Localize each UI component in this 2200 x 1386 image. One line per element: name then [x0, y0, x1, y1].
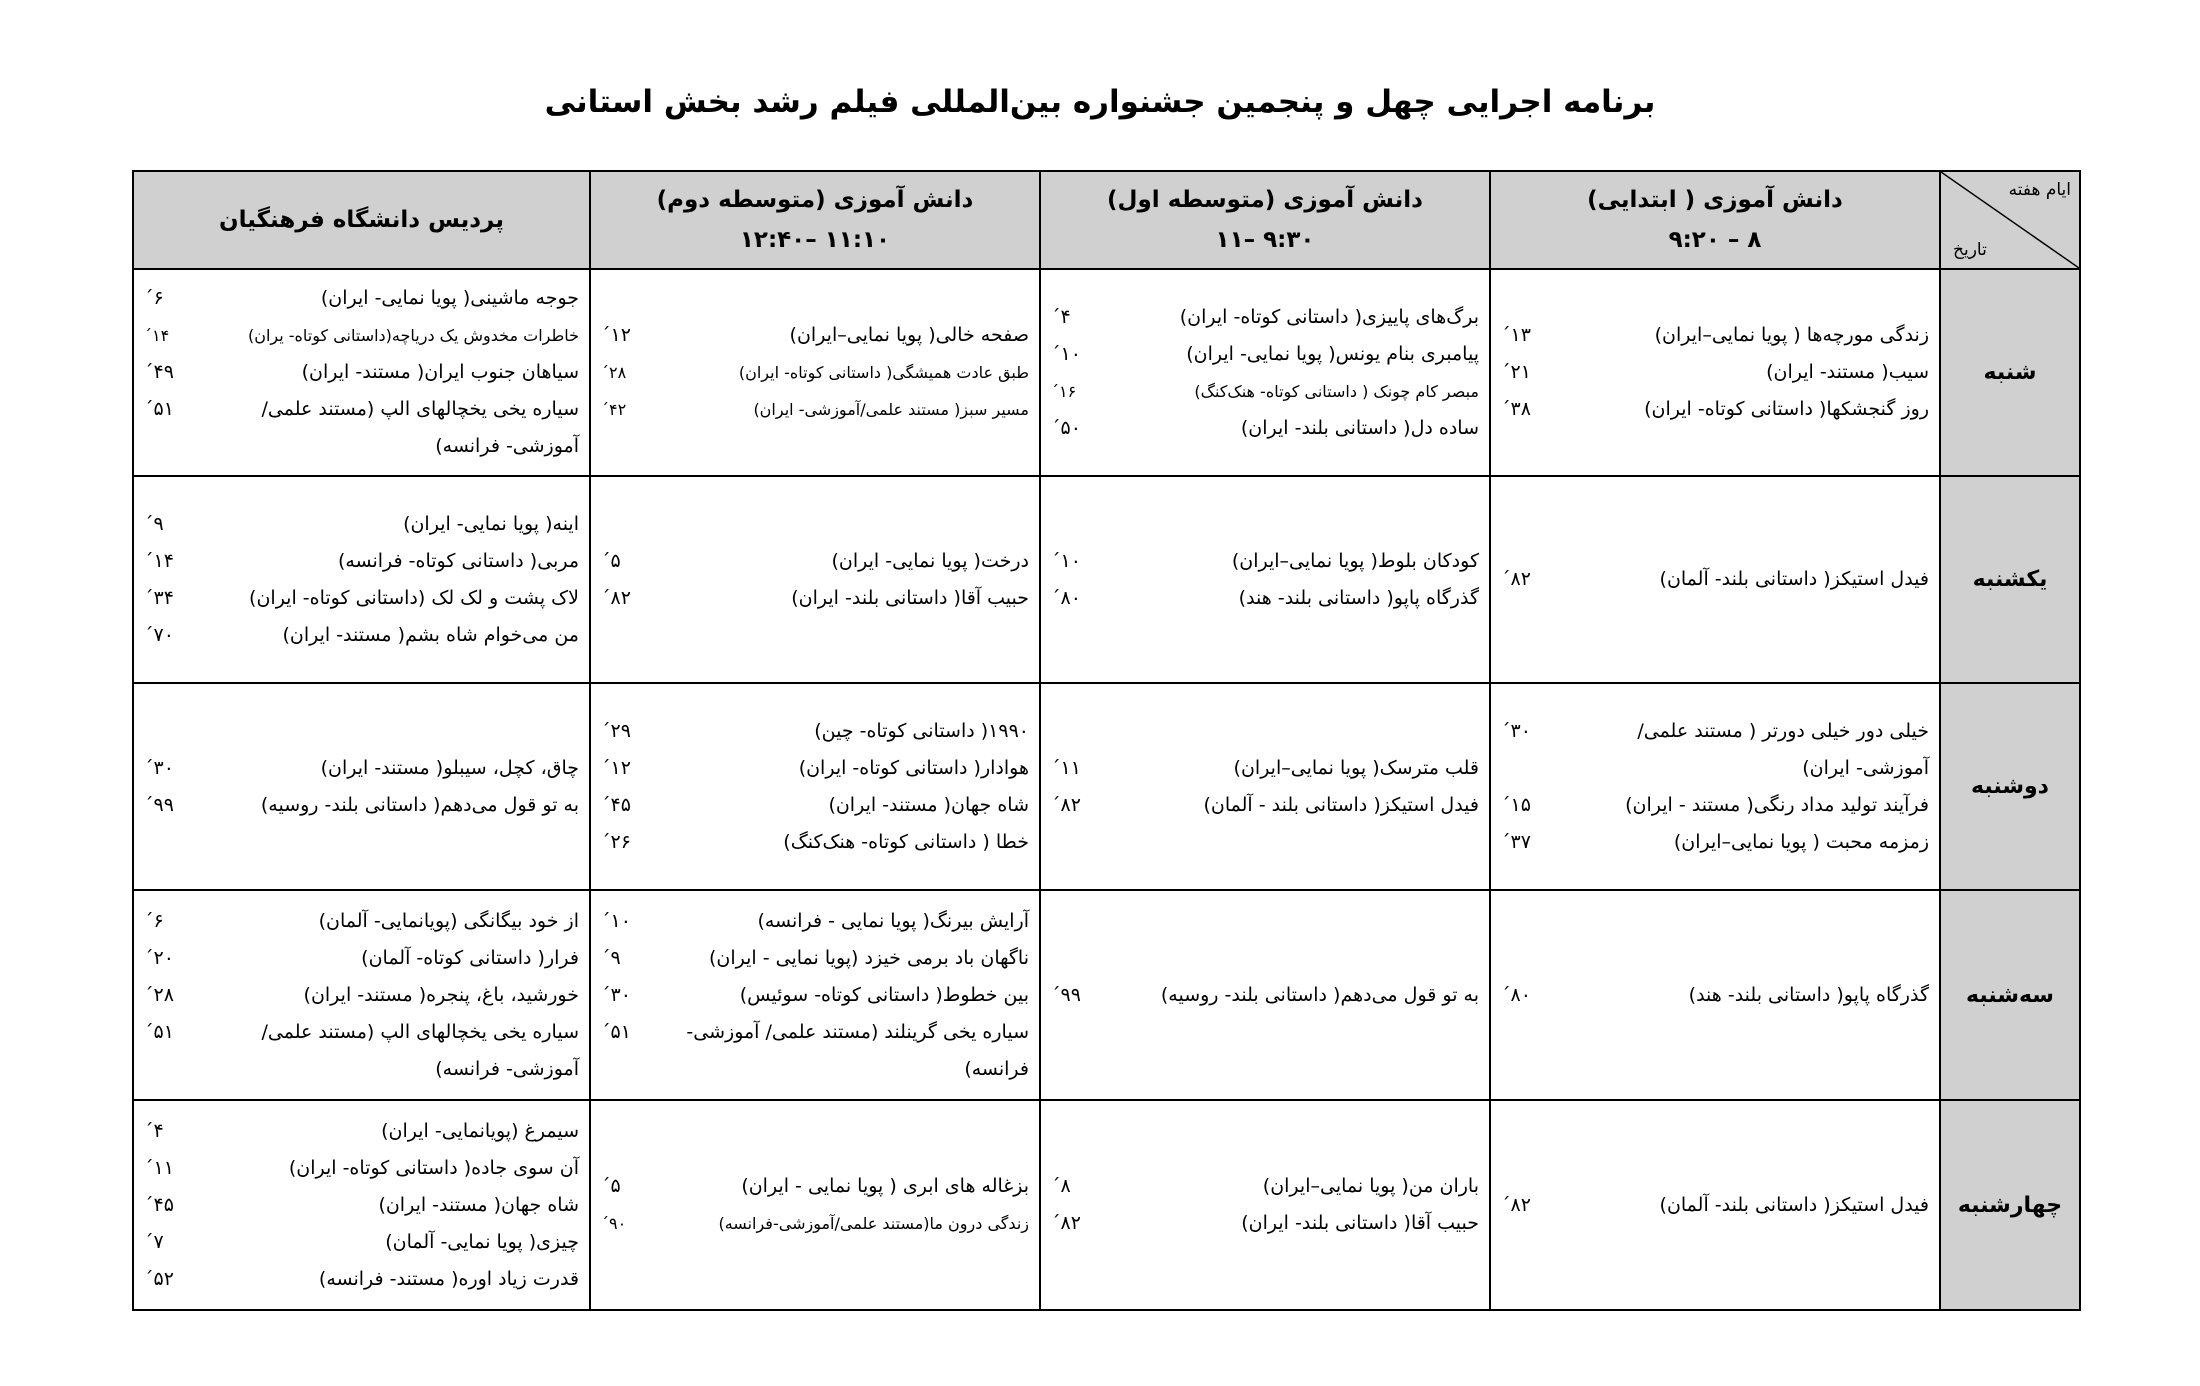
film-entry [144, 506, 579, 543]
film-duration: ۵۲´ [144, 1267, 174, 1290]
film-title: کودکان بلوط( پویا نمایی–ایران) [1231, 549, 1479, 572]
film-title: زمزمه محبت ( پویا نمایی–ایران) [1673, 830, 1929, 853]
film-title: فرآیند تولید مداد رنگی( مستند - ایران) [1625, 793, 1929, 816]
film-title: قلب مترسک( پویا نمایی–ایران) [1233, 756, 1479, 779]
film-title: بزغاله های ابری ( پویا نمایی - ایران) [741, 1175, 1029, 1197]
film-entry [601, 713, 1029, 750]
film-duration: ۹´ [601, 946, 621, 969]
film-title: حبیب آقا( داستانی بلند- ایران) [1241, 1212, 1479, 1234]
film-duration: ۸۲´ [601, 586, 631, 609]
film-title: آرایش بیرنگ( پویا نمایی - فرانسه) [757, 909, 1029, 932]
cell-farhangian-campus [133, 269, 590, 476]
film-entry [1501, 391, 1929, 428]
film-entry [144, 1261, 579, 1298]
film-duration: ۲۹´ [601, 719, 631, 742]
column-header-upper-secondary [590, 171, 1040, 269]
film-duration: ۵۱´ [144, 398, 174, 420]
film-title: چیزی( پویا نمایی- آلمان) [385, 1230, 579, 1253]
film-duration: ۵´ [601, 1175, 621, 1197]
film-title: فیدل استیکز( داستانی بلند- آلمان) [1659, 1193, 1929, 1216]
cell-elementary [1490, 476, 1940, 683]
film-entry [144, 903, 579, 940]
film-title: برگ‌های پاییزی( داستانی کوتاه- ایران) [1179, 305, 1479, 328]
film-entry [1051, 299, 1479, 336]
film-entry [1501, 1187, 1929, 1224]
film-title: از خود بیگانگی (پویانمایی- آلمان) [318, 909, 579, 932]
corner-date-label: تاریخ [1953, 240, 1987, 260]
film-duration: ۱۵´ [1501, 793, 1531, 816]
film-entry [601, 940, 1029, 977]
film-entry [1051, 373, 1479, 410]
column-title: دانش آموزی (متوسطه اول) [1107, 187, 1423, 213]
film-entry [1501, 713, 1929, 787]
film-duration: ۱۴´ [144, 549, 174, 572]
film-title: ۱۹۹۰( داستانی کوتاه- چین) [814, 719, 1029, 742]
film-duration: ۴۵´ [601, 793, 631, 816]
film-title: چاق، کچل، سیبلو( مستند- ایران) [320, 756, 579, 779]
film-title: باران من( پویا نمایی–ایران) [1262, 1175, 1479, 1197]
film-duration: ۴´ [144, 1119, 164, 1142]
film-duration: ۳۰´ [601, 983, 631, 1006]
film-title: من می‌خوام شاه بشم( مستند- ایران) [282, 623, 579, 646]
film-duration: ۵۱´ [144, 1020, 174, 1043]
film-title: آن سوی جاده( داستانی کوتاه- ایران) [288, 1156, 579, 1179]
film-duration: ۱۳´ [1501, 324, 1531, 346]
film-entry [601, 750, 1029, 787]
cell-elementary [1490, 890, 1940, 1100]
film-entry [144, 280, 579, 317]
film-entry [601, 1014, 1029, 1088]
column-time: ۱۱:۱۰ –۱۲:۴۰ [739, 227, 891, 253]
film-duration: ۱۱´ [1051, 756, 1081, 779]
cell-upper-secondary [590, 476, 1040, 683]
film-duration: ۹´ [144, 512, 164, 535]
film-entry [601, 580, 1029, 617]
film-duration: ۱۰´ [1051, 342, 1081, 365]
cell-lower-secondary [1040, 1100, 1490, 1310]
schedule-row [133, 269, 2080, 476]
film-entry [601, 1205, 1029, 1242]
schedule-body [133, 269, 2080, 1310]
film-duration: ۱۲´ [601, 756, 631, 779]
film-title: گذرگاه پاپو( داستانی بلند- هند) [1688, 983, 1929, 1006]
header-row [133, 171, 2080, 269]
film-entry [144, 391, 579, 465]
film-entry [601, 1168, 1029, 1205]
film-entry [1501, 787, 1929, 824]
cell-lower-secondary [1040, 269, 1490, 476]
film-entry [601, 977, 1029, 1014]
film-title: جوجه ماشینی( پویا نمایی- ایران) [320, 287, 579, 309]
film-title: به تو قول می‌دهم( داستانی بلند- روسیه) [260, 793, 579, 816]
film-entry [1051, 1168, 1479, 1205]
film-entry [1051, 410, 1479, 447]
film-entry [144, 1150, 579, 1187]
film-entry [601, 543, 1029, 580]
schedule-row [133, 890, 2080, 1100]
column-title: پردیس دانشگاه فرهنگیان [219, 207, 504, 233]
film-duration: ۸۰´ [1051, 586, 1081, 609]
film-entry [144, 1224, 579, 1261]
film-duration: ۹۰´ [601, 1214, 627, 1233]
cell-upper-secondary [590, 1100, 1040, 1310]
film-title: اینه( پویا نمایی- ایران) [403, 512, 579, 535]
film-title: ساده دل( داستانی بلند- ایران) [1240, 416, 1479, 439]
film-duration: ۶´ [144, 909, 164, 932]
film-entry [601, 317, 1029, 354]
day-wednesday: چهارشنبه [1940, 1100, 2080, 1310]
film-entry [1501, 824, 1929, 861]
film-title: فرار( داستانی کوتاه- آلمان) [361, 946, 579, 969]
film-title: درخت( پویا نمایی- ایران) [831, 549, 1029, 572]
film-title: سیاهان جنوب ایران( مستند- ایران) [301, 361, 579, 383]
film-entry [144, 750, 579, 787]
cell-lower-secondary [1040, 683, 1490, 890]
film-entry [144, 1014, 579, 1088]
film-entry [1051, 336, 1479, 373]
film-entry [144, 940, 579, 977]
film-title: حبیب آقا( داستانی بلند- ایران) [791, 586, 1029, 609]
cell-farhangian-campus [133, 683, 590, 890]
film-title: سیاره یخی یخچالهای الپ (مستند علمی/ آموزشی- فرانسه) [261, 398, 579, 457]
column-title: دانش آموزی ( ابتدایی) [1587, 187, 1843, 213]
film-duration: ۹۹´ [144, 793, 174, 816]
film-title: خاطرات مخدوش یک دریاچه(داستانی کوتاه- یران) [247, 326, 579, 345]
film-entry [1501, 354, 1929, 391]
day-monday: دوشنبه [1940, 683, 2080, 890]
cell-elementary [1490, 269, 1940, 476]
film-title: بین خطوط( داستانی کوتاه- سوئیس) [739, 983, 1029, 1006]
film-title: خطا ( داستانی کوتاه- هنک‌کنگ) [783, 830, 1029, 853]
day-tuesday: سه‌شنبه [1940, 890, 2080, 1100]
film-duration: ۵۰´ [1051, 416, 1081, 439]
cell-farhangian-campus [133, 1100, 590, 1310]
film-duration: ۲۶´ [601, 830, 631, 853]
corner-weekdays-label: ایام هفته [2008, 180, 2071, 200]
film-duration: ۴۹´ [144, 361, 174, 383]
film-duration: ۸´ [1051, 1175, 1071, 1197]
film-title: گذرگاه پاپو( داستانی بلند- هند) [1238, 586, 1479, 609]
film-duration: ۴´ [1051, 305, 1071, 328]
film-title: سیاره یخی گرینلند (مستند علمی/ آموزشی- فرانسه) [686, 1020, 1029, 1080]
day-sunday: یکشنبه [1940, 476, 2080, 683]
film-entry [601, 903, 1029, 940]
film-entry [144, 1187, 579, 1224]
column-header-elementary [1490, 171, 1940, 269]
column-header-farhangian-campus [133, 171, 590, 269]
film-entry [1501, 561, 1929, 598]
cell-elementary [1490, 1100, 1940, 1310]
film-duration: ۴۵´ [144, 1193, 174, 1216]
cell-lower-secondary [1040, 890, 1490, 1100]
film-duration: ۱۱´ [144, 1156, 174, 1179]
film-entry [601, 787, 1029, 824]
film-title: قدرت زیاد اوره( مستند- فرانسه) [318, 1267, 579, 1290]
film-entry [601, 824, 1029, 861]
film-duration: ۸۲´ [1051, 1212, 1081, 1234]
cell-elementary [1490, 683, 1940, 890]
film-title: مسیر سبز( مستند علمی/آموزشی- ایران) [753, 400, 1029, 419]
film-entry [1501, 317, 1929, 354]
film-title: سیاره یخی یخچالهای الپ (مستند علمی/ آموزشی- فرانسه) [261, 1020, 579, 1080]
column-header-lower-secondary [1040, 171, 1490, 269]
film-duration: ۳۴´ [144, 586, 174, 609]
film-title: سیمرغ (پویانمایی- ایران) [381, 1119, 579, 1142]
film-title: صفحه خالی( پویا نمایی–ایران) [789, 324, 1029, 346]
film-title: فیدل استیکز( داستانی بلند - آلمان) [1203, 793, 1479, 816]
schedule-row [133, 683, 2080, 890]
film-duration: ۸۲´ [1051, 793, 1081, 816]
film-title: زندگی درون ما(مستند علمی/آموزشی-فرانسه) [718, 1214, 1029, 1233]
film-entry [1051, 543, 1479, 580]
film-duration: ۲۸´ [144, 983, 174, 1006]
film-duration: ۲۱´ [1501, 361, 1531, 383]
film-title: شاه جهان( مستند- ایران) [378, 1193, 579, 1216]
column-time: ۹:۳۰ –۱۱ [1215, 227, 1315, 253]
film-entry [144, 1113, 579, 1150]
schedule-row [133, 476, 2080, 683]
film-title: پیامبری بنام یونس( پویا نمایی- ایران) [1186, 342, 1479, 365]
film-duration: ۵´ [601, 549, 621, 572]
film-title: فیدل استیکز( داستانی بلند- آلمان) [1659, 568, 1929, 590]
column-time: ۸ – ۹:۲۰ [1668, 227, 1762, 253]
schedule-table [132, 170, 2081, 1311]
film-duration: ۷۰´ [144, 623, 174, 646]
corner-header [1940, 171, 2080, 269]
film-title: ناگهان باد برمی خیزد (پویا نمایی - ایران) [709, 946, 1029, 969]
column-title: دانش آموزی (متوسطه دوم) [656, 187, 974, 213]
schedule-row [133, 1100, 2080, 1310]
film-duration: ۸۲´ [1501, 568, 1531, 590]
film-entry [1051, 750, 1479, 787]
film-entry [601, 354, 1029, 391]
film-entry [601, 391, 1029, 428]
film-entry [144, 617, 579, 654]
film-entry [144, 787, 579, 824]
film-duration: ۳۰´ [1501, 719, 1531, 742]
cell-upper-secondary [590, 269, 1040, 476]
film-duration: ۲۸´ [601, 363, 627, 382]
film-duration: ۱۲´ [601, 324, 631, 346]
film-title: سیب( مستند- ایران) [1766, 361, 1929, 383]
cell-upper-secondary [590, 683, 1040, 890]
film-duration: ۴۲´ [601, 400, 627, 419]
film-duration: ۳۰´ [144, 756, 174, 779]
film-duration: ۱۰´ [601, 909, 631, 932]
film-duration: ۵۱´ [601, 1020, 631, 1043]
film-duration: ۲۰´ [144, 946, 174, 969]
film-entry [144, 977, 579, 1014]
film-duration: ۳۷´ [1501, 830, 1531, 853]
film-duration: ۹۹´ [1051, 983, 1081, 1006]
film-duration: ۱۶´ [1051, 381, 1077, 401]
film-title: مربی( داستانی کوتاه- فرانسه) [337, 549, 579, 572]
film-entry [144, 580, 579, 617]
film-entry [144, 543, 579, 580]
page-title: برنامه اجرایی چهل و پنجمین جشنواره بین‌المللی فیلم رشد بخش استانی [544, 84, 1656, 120]
film-entry [144, 317, 579, 354]
cell-farhangian-campus [133, 890, 590, 1100]
film-duration: ۶´ [144, 287, 164, 309]
film-title: به تو قول می‌دهم( داستانی بلند- روسیه) [1160, 983, 1479, 1006]
film-duration: ۸۰´ [1501, 983, 1531, 1006]
film-title: شاه جهان( مستند- ایران) [828, 793, 1029, 816]
film-title: طبق عادت همیشگی( داستانی کوتاه- ایران) [738, 363, 1029, 382]
film-duration: ۳۸´ [1501, 398, 1531, 420]
film-title: زندگی مورچه‌ها ( پویا نمایی–ایران) [1654, 324, 1929, 346]
film-title: هوادار( داستانی کوتاه- ایران) [798, 756, 1029, 779]
film-duration: ۱۴´ [144, 326, 170, 345]
film-entry [1051, 787, 1479, 824]
film-title: مبصر کام چونک ( داستانی کوتاه- هنک‌کنگ) [1194, 381, 1479, 401]
film-title: لاک پشت و لک لک (داستانی کوتاه- ایران) [249, 586, 579, 609]
film-title: روز گنجشکها( داستانی کوتاه- ایران) [1644, 398, 1929, 420]
cell-farhangian-campus [133, 476, 590, 683]
cell-upper-secondary [590, 890, 1040, 1100]
film-entry [1051, 1205, 1479, 1242]
film-entry [144, 354, 579, 391]
day-saturday: شنبه [1940, 269, 2080, 476]
film-title: خیلی دور خیلی دورتر ( مستند علمی/ آموزشی- ایران) [1637, 719, 1929, 779]
film-entry [1501, 977, 1929, 1014]
film-title: خورشید، باغ، پنجره( مستند- ایران) [303, 983, 579, 1006]
cell-lower-secondary [1040, 476, 1490, 683]
film-duration: ۱۰´ [1051, 549, 1081, 572]
film-entry [1051, 580, 1479, 617]
film-duration: ۷´ [144, 1230, 164, 1253]
film-entry [1051, 977, 1479, 1014]
film-duration: ۸۲´ [1501, 1193, 1531, 1216]
